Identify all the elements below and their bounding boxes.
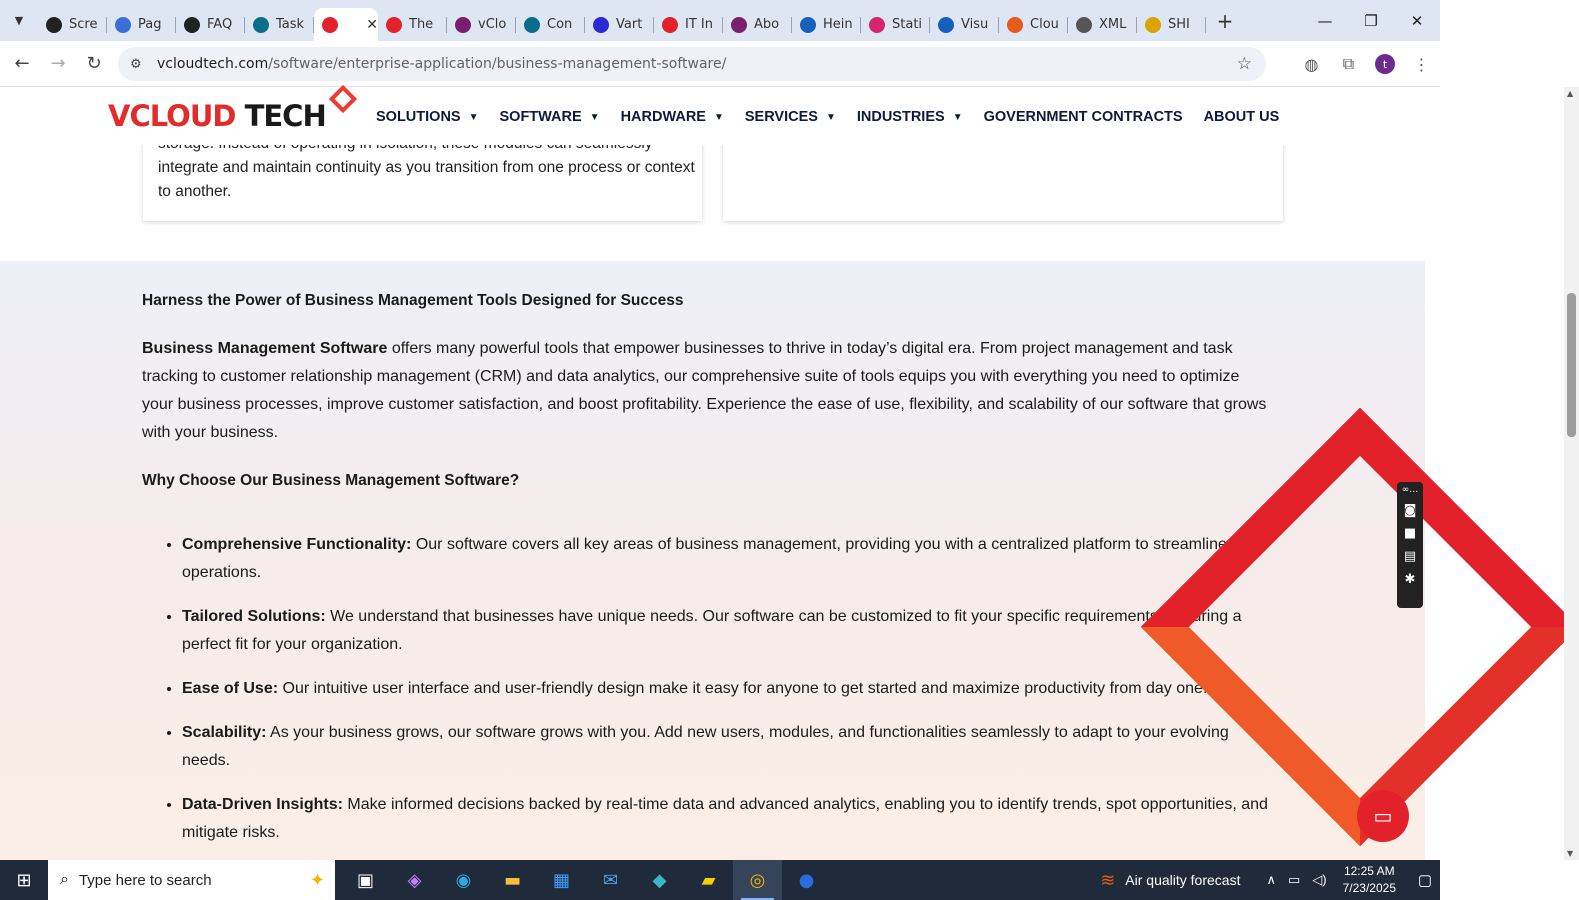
- taskbar-search[interactable]: [48, 860, 335, 900]
- tab-title: Pag: [138, 17, 162, 32]
- nav-item[interactable]: [745, 109, 836, 125]
- tab-title: Vart: [616, 17, 643, 32]
- nav-item-label: SOLUTIONS: [376, 109, 461, 125]
- browser-tab[interactable]: [447, 8, 516, 41]
- system-tray: [1100, 860, 1440, 900]
- chevron-down-icon: ▼: [468, 111, 479, 123]
- feature-text: Make informed decisions backed by real-time data and advanced analytics, enabling you to identify trends, spot opportunities, and mitigate risks.: [182, 796, 1268, 841]
- sticky-notes-icon[interactable]: ▰: [701, 869, 716, 891]
- tab-title: IT In: [685, 17, 713, 32]
- tab-title: Clou: [1030, 17, 1059, 32]
- windows-start-icon[interactable]: ⊞: [16, 869, 32, 891]
- tab-list: [38, 0, 1206, 41]
- clock-date: 7/23/2025: [1342, 881, 1396, 895]
- address-bar[interactable]: [118, 47, 1266, 81]
- logo-diamond-icon: [329, 85, 357, 113]
- browser-tab[interactable]: [1068, 8, 1137, 41]
- browser-tab[interactable]: [38, 8, 107, 41]
- close-window-icon[interactable]: ✕: [1410, 11, 1424, 30]
- network-icon[interactable]: ▭: [1287, 872, 1301, 887]
- tab-title: FAQ: [207, 17, 233, 32]
- browser-tab[interactable]: [176, 8, 245, 41]
- translate-icon[interactable]: ◍: [1304, 54, 1319, 74]
- clock-time: 12:25 AM: [1343, 864, 1395, 878]
- browser-tab[interactable]: [1137, 8, 1206, 41]
- task-view-icon[interactable]: ▣: [356, 869, 374, 891]
- chat-icon[interactable]: ▭: [1357, 790, 1409, 842]
- vcloud-tech-logo[interactable]: VCLOUD TECH: [108, 99, 326, 133]
- tab-title: SHI: [1168, 17, 1190, 32]
- nav-item-label: HARDWARE: [620, 109, 706, 125]
- tab-favicon-icon: [593, 17, 609, 33]
- feature-list: [182, 531, 1277, 863]
- search-icon: ⌕: [60, 871, 69, 888]
- nav-item-label: SERVICES: [744, 109, 818, 125]
- main-navigation: [376, 109, 1300, 125]
- tab-favicon-icon: [184, 17, 200, 33]
- tab-favicon-icon: [455, 17, 471, 33]
- tab-favicon-icon: [1145, 17, 1161, 33]
- reload-icon[interactable]: ↻: [86, 53, 102, 74]
- section-heading: Harness the Power of Business Management Tools Designed for Success: [142, 292, 684, 309]
- notifications-icon[interactable]: ▢: [1417, 872, 1433, 889]
- tab-favicon-icon: [524, 17, 540, 33]
- video-icon[interactable]: ■: [1403, 526, 1417, 541]
- nav-item-label: ABOUT US: [1203, 109, 1280, 125]
- zoom-icon[interactable]: ●: [798, 869, 815, 891]
- browser-tab[interactable]: [723, 8, 792, 41]
- profile-avatar[interactable]: t: [1375, 54, 1395, 74]
- tab-title: Scre: [69, 17, 98, 32]
- tab-favicon-icon: [115, 17, 131, 33]
- nav-item[interactable]: [984, 109, 1183, 125]
- volume-icon[interactable]: ◁): [1312, 872, 1327, 887]
- scrollbar-thumb[interactable]: [1567, 293, 1576, 437]
- chevron-down-icon: ▼: [952, 111, 963, 123]
- tab-title: Abo: [754, 17, 780, 32]
- feature-title: Comprehensive Functionality:: [182, 536, 412, 553]
- search-placeholder: Type here to search: [78, 871, 212, 889]
- browser-tab[interactable]: [930, 8, 999, 41]
- back-icon[interactable]: ←: [14, 53, 30, 74]
- browser-tab[interactable]: [378, 8, 447, 41]
- nav-item[interactable]: [621, 109, 724, 125]
- copilot-icon[interactable]: ◈: [407, 869, 422, 891]
- feature-text: Our software covers all key areas of business management, providing you with a centralized platform to streamline your operations.: [182, 536, 1263, 581]
- tab-favicon-icon: [938, 17, 954, 33]
- feature-title: Ease of Use:: [182, 680, 279, 697]
- app-diamond-icon[interactable]: ◆: [652, 869, 667, 891]
- url-path: /software/enterprise-application/business-management-software/: [268, 56, 727, 72]
- url-host: vcloudtech.com: [157, 56, 269, 72]
- scroll-down-icon[interactable]: ▼: [1567, 849, 1574, 858]
- tab-favicon-icon: [662, 17, 678, 33]
- scroll-up-icon[interactable]: ▲: [1567, 89, 1574, 98]
- intro-paragraph: Business Management Software offers many powerful tools that empower businesses to thrive in today’s digital era. From project management and task tracking to customer relationship management (CRM) and data analytics, our comprehensive suite of tools equips you with everything you need to optimize your business processes, improve customer satisfaction, and boost profitability. Experience the ease of use, flexibility, and scalability of our software that grows with your business.: [142, 340, 1267, 441]
- feature-item: [182, 675, 1277, 703]
- nav-item[interactable]: [376, 109, 479, 125]
- edge-icon[interactable]: ◉: [455, 869, 472, 891]
- copilot-sparkle-icon: ✦: [309, 869, 325, 890]
- browser-tab-strip: [0, 0, 1440, 41]
- nav-item[interactable]: [500, 109, 600, 125]
- tab-title: Visu: [961, 17, 989, 32]
- browser-tab[interactable]: [792, 8, 861, 41]
- chevron-down-icon: ▼: [713, 111, 724, 123]
- feature-title: Data-Driven Insights:: [182, 796, 343, 813]
- browser-tab[interactable]: [516, 8, 585, 41]
- nav-item-label: SOFTWARE: [499, 109, 582, 125]
- browser-tab[interactable]: [314, 8, 378, 41]
- tab-title: Con: [547, 17, 573, 32]
- bookmark-star-icon[interactable]: ☆: [1236, 54, 1252, 74]
- feature-text: We understand that businesses have unique needs. Our software can be customized to fit your specific requirements, ensuring a perfect fit for your organization.: [182, 608, 1242, 653]
- taskbar-clock[interactable]: [1343, 863, 1396, 897]
- feature-item: [182, 603, 1277, 659]
- link-icon[interactable]: ∞…: [1401, 485, 1419, 495]
- chrome-icon[interactable]: ◎: [733, 860, 782, 900]
- browser-tab[interactable]: [999, 8, 1068, 41]
- tab-favicon-icon: [1007, 17, 1023, 33]
- feature-item: [182, 531, 1277, 587]
- browser-menu-icon[interactable]: ⋮: [1413, 54, 1430, 74]
- tab-close-icon[interactable]: ✕: [366, 16, 378, 33]
- nav-item-label: GOVERNMENT CONTRACTS: [983, 109, 1183, 125]
- tab-favicon-icon: [1076, 17, 1092, 33]
- browser-tab[interactable]: [245, 8, 314, 41]
- feature-text: As your business grows, our software grows with you. Add new users, modules, and functionalities seamlessly to adapt to your evolving needs.: [182, 724, 1229, 769]
- restore-icon[interactable]: ❐: [1364, 11, 1378, 30]
- settings-icon[interactable]: ✱: [1404, 572, 1416, 587]
- chevron-down-icon: ▼: [589, 111, 600, 123]
- tab-favicon-icon: [253, 17, 269, 33]
- chevron-down-icon: ▼: [825, 111, 836, 123]
- tab-favicon-icon: [731, 17, 747, 33]
- feature-item: [182, 791, 1277, 847]
- camera-icon[interactable]: ◙: [1403, 503, 1417, 518]
- browser-tab[interactable]: [107, 8, 176, 41]
- gallery-icon[interactable]: ▤: [1403, 549, 1417, 564]
- file-explorer-icon[interactable]: ▬: [503, 869, 521, 891]
- tab-favicon-icon: [46, 17, 62, 33]
- tab-title: Task: [276, 17, 305, 32]
- weather-widget[interactable]: [1100, 870, 1240, 891]
- extensions-icon[interactable]: ⧉: [1342, 54, 1355, 73]
- feature-item: [182, 719, 1277, 775]
- tab-title: The: [409, 17, 434, 32]
- page-viewport: [0, 87, 1425, 860]
- tab-favicon-icon: [869, 17, 885, 33]
- feature-title: Scalability:: [182, 724, 267, 741]
- nav-item[interactable]: [857, 109, 963, 125]
- forward-icon[interactable]: →: [50, 53, 66, 74]
- browser-tab[interactable]: [861, 8, 930, 41]
- chevron-up-icon[interactable]: ∧: [1266, 872, 1276, 887]
- tab-title: Hein: [823, 17, 853, 32]
- minimize-icon[interactable]: —: [1317, 11, 1333, 30]
- site-info-icon[interactable]: ⚙: [130, 56, 142, 72]
- feature-title: Tailored Solutions:: [182, 608, 326, 625]
- feature-card-text: integrate and maintain continuity as you transition from one process or context to another.: [158, 159, 695, 200]
- weather-text: Air quality forecast: [1125, 872, 1241, 888]
- windows-taskbar: [0, 860, 1440, 900]
- air-quality-icon: ≋: [1100, 869, 1116, 890]
- capture-toolbar: [1397, 482, 1423, 608]
- mail-icon[interactable]: ✉: [602, 869, 619, 891]
- tab-favicon-icon: [386, 17, 402, 33]
- browser-tab[interactable]: [585, 8, 654, 41]
- page-scrollbar[interactable]: [1564, 87, 1579, 860]
- tab-title: vClo: [478, 17, 507, 32]
- store-icon[interactable]: ▦: [552, 869, 570, 891]
- tab-title: XML: [1099, 17, 1127, 32]
- tab-favicon-icon: [322, 17, 338, 33]
- browser-toolbar: [0, 41, 1440, 87]
- nav-item[interactable]: [1204, 109, 1280, 125]
- why-choose-heading: Why Choose Our Business Management Software?: [142, 472, 520, 489]
- window-controls: [1302, 0, 1440, 41]
- tab-search-icon[interactable]: ▼: [14, 14, 24, 27]
- browser-tab[interactable]: [654, 8, 723, 41]
- nav-item-label: INDUSTRIES: [856, 109, 945, 125]
- new-tab-button[interactable]: +: [1216, 8, 1234, 33]
- feature-text: Our intuitive user interface and user-friendly design make it easy for anyone to get started and maximize productivity from day one.: [278, 680, 1208, 697]
- tab-favicon-icon: [800, 17, 816, 33]
- tab-title: Stati: [892, 17, 923, 32]
- site-header: [0, 87, 1425, 145]
